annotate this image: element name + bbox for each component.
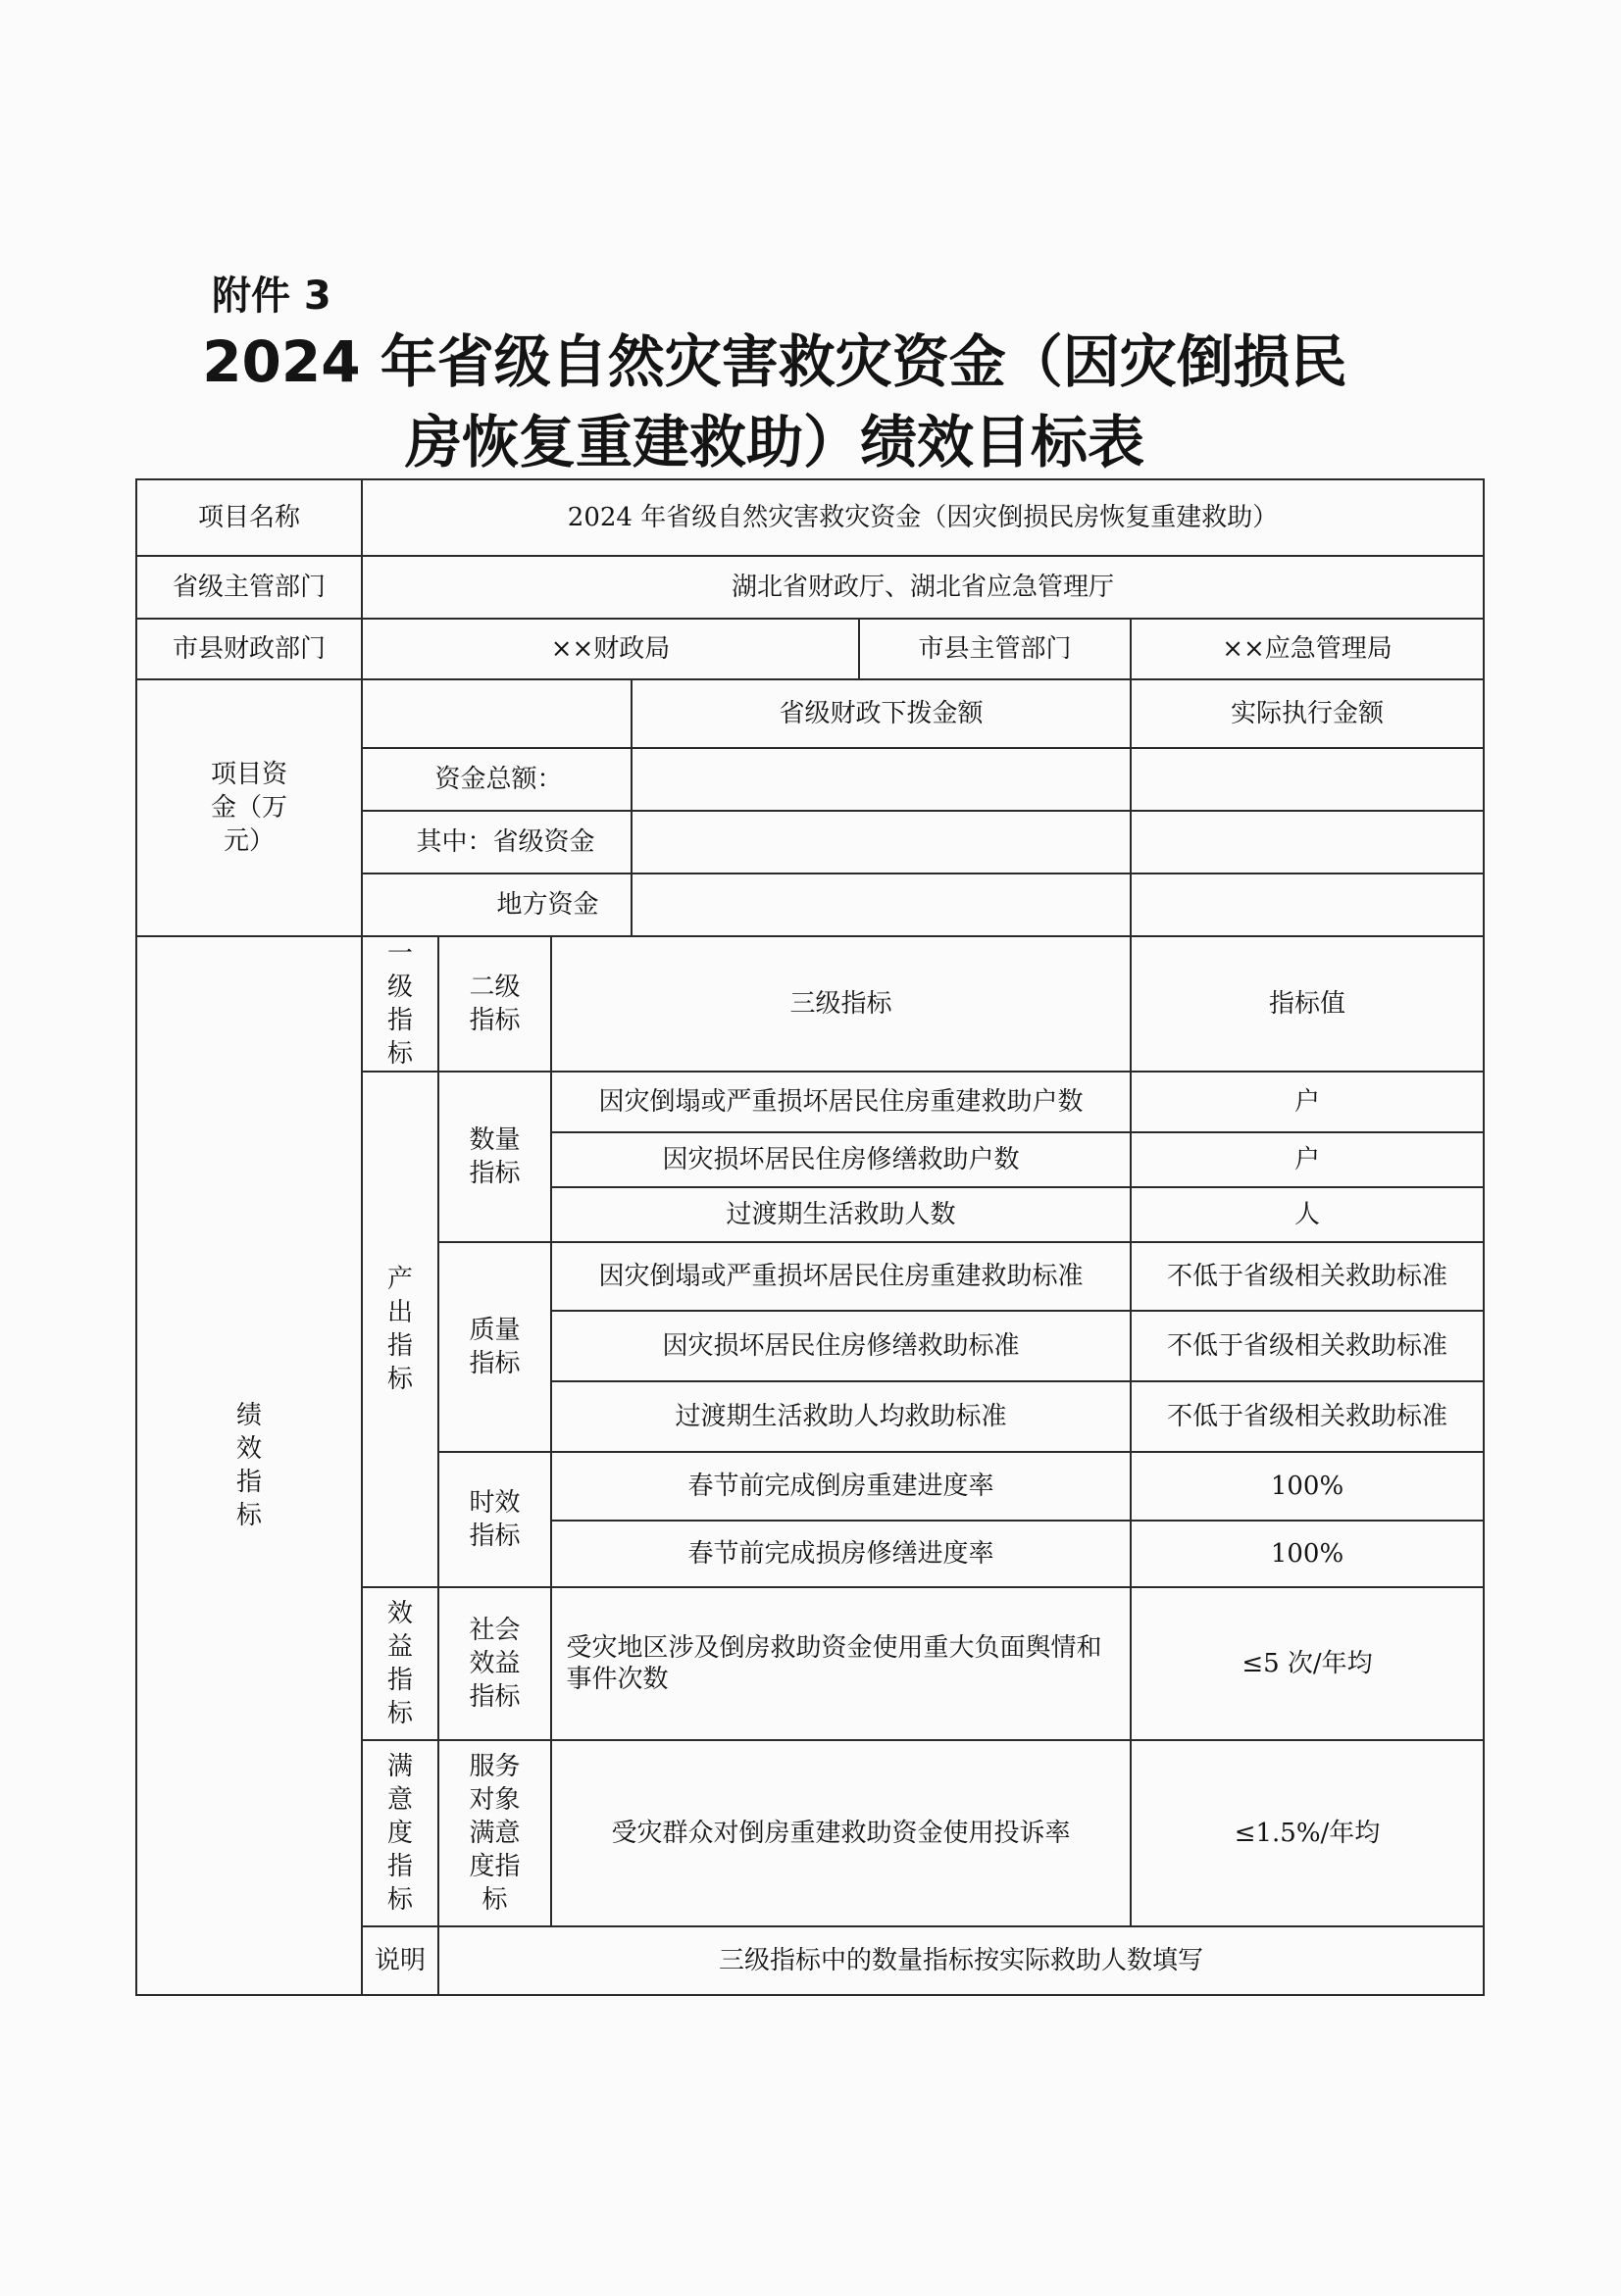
indicator-value: ≤1.5%/年均: [1131, 1740, 1484, 1926]
funds-provincial-amount: [632, 811, 1131, 873]
indicator-value: 户: [1131, 1132, 1484, 1187]
document-title-line-1: 2024 年省级自然灾害救灾资金（因灾倒损民: [202, 328, 1347, 395]
indicator-name: 受灾地区涉及倒房救助资金使用重大负面舆情和事件次数: [551, 1587, 1131, 1740]
row-indicators-header: [136, 936, 1484, 1072]
document-title-line-2: 房恢复重建救助）绩效目标表: [404, 409, 1144, 475]
indicator-value: 100%: [1131, 1521, 1484, 1587]
benefit-indicator-label: 效益指标: [362, 1587, 438, 1740]
row-funds-header: [136, 679, 1484, 748]
indicator-value: 不低于省级相关救助标准: [1131, 1242, 1484, 1311]
satisfaction-indicator-label: 满意度指标: [362, 1740, 438, 1926]
funds-col-actual: 实际执行金额: [1131, 679, 1484, 748]
col-level3: 三级指标: [551, 936, 1131, 1072]
funds-local-amount: [632, 873, 1131, 936]
county-finance-label: 市县财政部门: [136, 619, 362, 679]
funds-local-actual: [1131, 873, 1484, 936]
quality-indicator-label: 质量指标: [438, 1242, 551, 1452]
funds-total-provincial: [632, 748, 1131, 811]
row-county-depts: [136, 619, 1484, 679]
col-level2: 二级指标: [438, 936, 551, 1072]
timeliness-indicator-label: 时效指标: [438, 1452, 551, 1587]
notes-value: 三级指标中的数量指标按实际救助人数填写: [438, 1926, 1484, 1995]
indicator-name: 因灾倒塌或严重损坏居民住房重建救助标准: [551, 1242, 1131, 1311]
indicator-value: 100%: [1131, 1452, 1484, 1521]
indicator-value: 人: [1131, 1187, 1484, 1242]
indicator-name: 过渡期生活救助人数: [551, 1187, 1131, 1242]
indicators-label: 绩效指标: [136, 936, 362, 1995]
indicator-value: ≤5 次/年均: [1131, 1587, 1484, 1740]
row-project-name: [136, 479, 1484, 556]
provincial-dept-label: 省级主管部门: [136, 556, 362, 619]
output-indicator-label: 产出指标: [362, 1072, 438, 1587]
funds-col-provincial: 省级财政下拨金额: [632, 679, 1131, 748]
col-value: 指标值: [1131, 936, 1484, 1072]
county-dept-label: 市县主管部门: [859, 619, 1131, 679]
funds-provincial-actual: [1131, 811, 1484, 873]
indicator-name: 受灾群众对倒房重建救助资金使用投诉率: [551, 1740, 1131, 1926]
notes-label: 说明: [362, 1926, 438, 1995]
indicator-value: 不低于省级相关救助标准: [1131, 1381, 1484, 1452]
row-provincial-dept: [136, 556, 1484, 619]
indicator-name: 过渡期生活救助人均救助标准: [551, 1381, 1131, 1452]
county-finance-value: ××财政局: [362, 619, 859, 679]
col-level1: 一级指标: [362, 936, 438, 1072]
funds-label: 项目资金（万元）: [136, 679, 362, 936]
performance-target-table: [135, 478, 1485, 1996]
funds-provincial-label: 其中：省级资金: [362, 811, 632, 873]
social-benefit-indicator-label: 社会效益指标: [438, 1587, 551, 1740]
funds-total-actual: [1131, 748, 1484, 811]
project-name-label: 项目名称: [136, 479, 362, 556]
funds-header-blank: [362, 679, 632, 748]
quantity-indicator-label: 数量指标: [438, 1072, 551, 1242]
county-dept-value: ××应急管理局: [1131, 619, 1484, 679]
project-name-value: 2024 年省级自然灾害救灾资金（因灾倒损民房恢复重建救助）: [362, 479, 1484, 556]
indicator-name: 春节前完成损房修缮进度率: [551, 1521, 1131, 1587]
funds-local-label: 地方资金: [362, 873, 632, 936]
attachment-label: 附件 3: [212, 274, 331, 319]
indicator-name: 因灾损坏居民住房修缮救助户数: [551, 1132, 1131, 1187]
service-satisfaction-indicator-label: 服务对象满意度指标: [438, 1740, 551, 1926]
indicator-name: 因灾损坏居民住房修缮救助标准: [551, 1311, 1131, 1381]
indicator-name: 春节前完成倒房重建进度率: [551, 1452, 1131, 1521]
indicator-value: 户: [1131, 1072, 1484, 1132]
funds-total-label: 资金总额：: [362, 748, 632, 811]
provincial-dept-value: 湖北省财政厅、湖北省应急管理厅: [362, 556, 1484, 619]
indicator-value: 不低于省级相关救助标准: [1131, 1311, 1484, 1381]
indicator-name: 因灾倒塌或严重损坏居民住房重建救助户数: [551, 1072, 1131, 1132]
